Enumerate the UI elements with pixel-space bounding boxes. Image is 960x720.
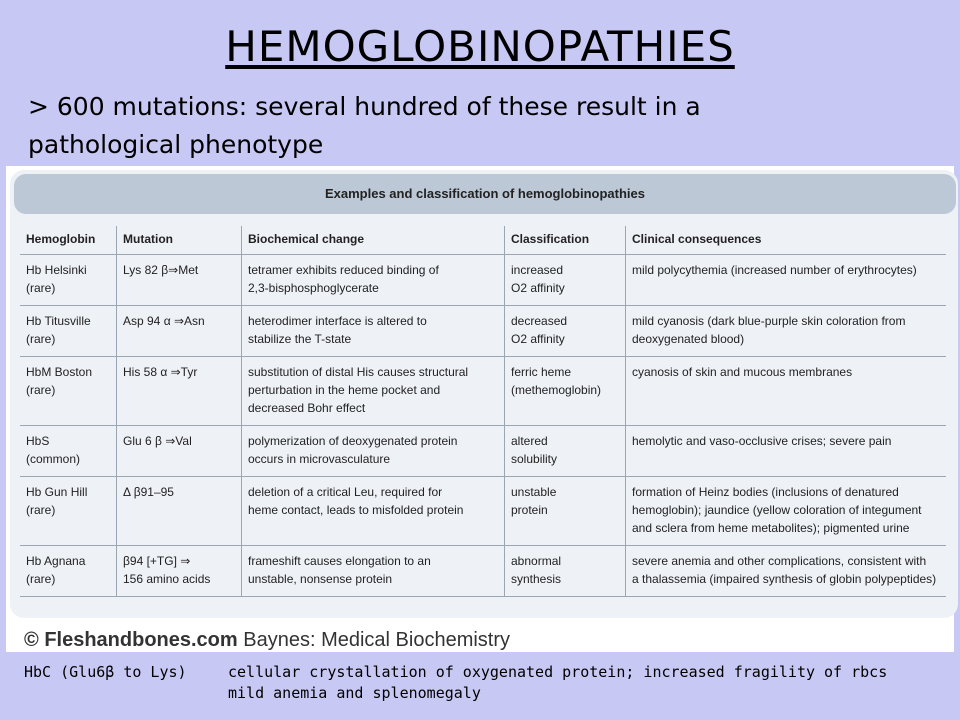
footer-label: HbC (Glu6β to Lys) <box>24 663 187 681</box>
cell-text-line: Asp 94 α ⇒Asn <box>123 314 205 328</box>
table-card <box>10 170 958 651</box>
cell-text-line: His 58 α ⇒Tyr <box>123 365 198 379</box>
copyright-source: Baynes: Medical Biochemistry <box>243 629 511 651</box>
table-heading: Examples and classification of hemoglobinopathies <box>14 174 956 214</box>
copyright-site: Fleshandbones.com <box>44 629 238 651</box>
cell-text-line: heterodimer interface is altered to <box>248 314 427 328</box>
cell-text-line: occurs in microvasculature <box>248 452 391 466</box>
table-row <box>20 255 946 306</box>
cell-mutation <box>117 477 242 546</box>
cell-text-line: Hb Gun Hill <box>26 485 88 499</box>
cell-text-line: (common) <box>26 452 81 466</box>
cell-text-line: (rare) <box>26 503 56 517</box>
copyright-symbol: © <box>24 629 39 651</box>
column-header-mutation: Mutation <box>117 226 242 255</box>
cell-text-line: and sclera from heme metabolites); pigmented urine <box>632 521 910 535</box>
cell-text-line: stabilize the T-state <box>248 332 352 346</box>
cell-text-line: unstable, nonsense protein <box>248 572 393 586</box>
cell-text-line: hemoglobin); jaundice (yellow coloration of integument <box>632 503 922 517</box>
cell-text-line: protein <box>511 503 548 517</box>
cell-text-line: HbS <box>26 434 50 448</box>
cell-text-line: polymerization of deoxygenated protein <box>248 434 458 448</box>
cell-text-line: Glu 6 β ⇒Val <box>123 434 192 448</box>
cell-text-line: 156 amino acids <box>123 572 211 586</box>
cell-text-line: cyanosis of skin and mucous membranes <box>632 365 853 379</box>
cell-biochemical-change <box>242 357 505 426</box>
table-body <box>20 255 946 597</box>
cell-text-line: mild polycythemia (increased number of erythrocytes) <box>632 263 917 277</box>
cell-text-line: hemolytic and vaso-occlusive crises; severe pain <box>632 434 892 448</box>
cell-text-line: β94 [+TG] ⇒ <box>123 554 191 568</box>
table-figure <box>6 166 954 652</box>
cell-clinical-consequences <box>626 357 947 426</box>
column-header-classification: Classification <box>505 226 626 255</box>
cell-text-line: HbM Boston <box>26 365 93 379</box>
column-header-biochemical-change: Biochemical change <box>242 226 505 255</box>
cell-text-line: Hb Helsinki <box>26 263 87 277</box>
slide-title: HEMOGLOBINOPATHIES <box>225 22 735 71</box>
cell-text-line: Hb Titusville <box>26 314 91 328</box>
cell-mutation <box>117 357 242 426</box>
subtitle-line: > 600 mutations: several hundred of these result in a <box>28 92 701 121</box>
cell-text-line: severe anemia and other complications, consistent with <box>632 554 927 568</box>
cell-text-line: a thalassemia (impaired synthesis of globin polypeptides) <box>632 572 937 586</box>
cell-text-line: formation of Heinz bodies (inclusions of denatured <box>632 485 899 499</box>
cell-text-line: deoxygenated blood) <box>632 332 745 346</box>
cell-mutation <box>117 255 242 306</box>
cell-classification <box>505 306 626 357</box>
cell-text-line: altered <box>511 434 548 448</box>
cell-text-line: Lys 82 β⇒Met <box>123 263 199 277</box>
cell-classification <box>505 255 626 306</box>
table-row <box>20 306 946 357</box>
slide-subtitle <box>28 88 928 164</box>
cell-text-line: tetramer exhibits reduced binding of <box>248 263 439 277</box>
cell-clinical-consequences <box>626 306 947 357</box>
cell-hemoglobin <box>20 426 117 477</box>
cell-mutation <box>117 546 242 597</box>
cell-hemoglobin <box>20 357 117 426</box>
cell-text-line: decreased <box>511 314 568 328</box>
hemoglobinopathy-table <box>20 226 946 597</box>
subtitle-line: pathological phenotype <box>28 130 324 159</box>
cell-text-line: increased <box>511 263 564 277</box>
cell-clinical-consequences <box>626 255 947 306</box>
cell-text-line: abnormal <box>511 554 562 568</box>
cell-classification <box>505 357 626 426</box>
cell-text-line: (rare) <box>26 383 56 397</box>
cell-hemoglobin <box>20 255 117 306</box>
cell-text-line: (rare) <box>26 572 56 586</box>
table-row <box>20 477 946 546</box>
cell-biochemical-change <box>242 477 505 546</box>
cell-mutation <box>117 426 242 477</box>
cell-text-line: 2,3-bisphosphoglycerate <box>248 281 379 295</box>
cell-text-line: heme contact, leads to misfolded protein <box>248 503 464 517</box>
table-row <box>20 426 946 477</box>
cell-text-line: deletion of a critical Leu, required for <box>248 485 443 499</box>
cell-mutation <box>117 306 242 357</box>
cell-hemoglobin <box>20 546 117 597</box>
cell-text-line: mild cyanosis (dark blue-purple skin coloration from <box>632 314 906 328</box>
footer-line-1: cellular crystallation of oxygenated protein; increased fragility of rbcs <box>228 663 888 681</box>
table-row <box>20 546 946 597</box>
table-row <box>20 357 946 426</box>
copyright-line <box>24 626 944 654</box>
cell-text-line: substitution of distal His causes structural <box>248 365 469 379</box>
cell-text-line: solubility <box>511 452 558 466</box>
cell-text-line: unstable <box>511 485 557 499</box>
cell-text-line: synthesis <box>511 572 562 586</box>
cell-hemoglobin <box>20 306 117 357</box>
cell-hemoglobin <box>20 477 117 546</box>
column-header-hemoglobin: Hemoglobin <box>20 226 117 255</box>
cell-classification <box>505 426 626 477</box>
cell-biochemical-change <box>242 255 505 306</box>
cell-text-line: decreased Bohr effect <box>248 401 366 415</box>
cell-biochemical-change <box>242 426 505 477</box>
cell-biochemical-change <box>242 546 505 597</box>
cell-text-line: Δ β91–95 <box>123 485 174 499</box>
cell-clinical-consequences <box>626 546 947 597</box>
cell-text-line: (rare) <box>26 332 56 346</box>
table-header-row <box>20 226 946 255</box>
footer-line-2: mild anemia and splenomegaly <box>228 684 481 702</box>
cell-classification <box>505 477 626 546</box>
cell-text-line: perturbation in the heme pocket and <box>248 383 441 397</box>
cell-text-line: (rare) <box>26 281 56 295</box>
cell-biochemical-change <box>242 306 505 357</box>
cell-clinical-consequences <box>626 477 947 546</box>
cell-text-line: (methemoglobin) <box>511 383 602 397</box>
cell-clinical-consequences <box>626 426 947 477</box>
cell-text-line: O2 affinity <box>511 332 565 346</box>
cell-text-line: frameshift causes elongation to an <box>248 554 431 568</box>
column-header-clinical-consequences: Clinical consequences <box>626 226 947 255</box>
cell-text-line: ferric heme <box>511 365 572 379</box>
cell-classification <box>505 546 626 597</box>
cell-text-line: Hb Agnana <box>26 554 86 568</box>
cell-text-line: O2 affinity <box>511 281 565 295</box>
